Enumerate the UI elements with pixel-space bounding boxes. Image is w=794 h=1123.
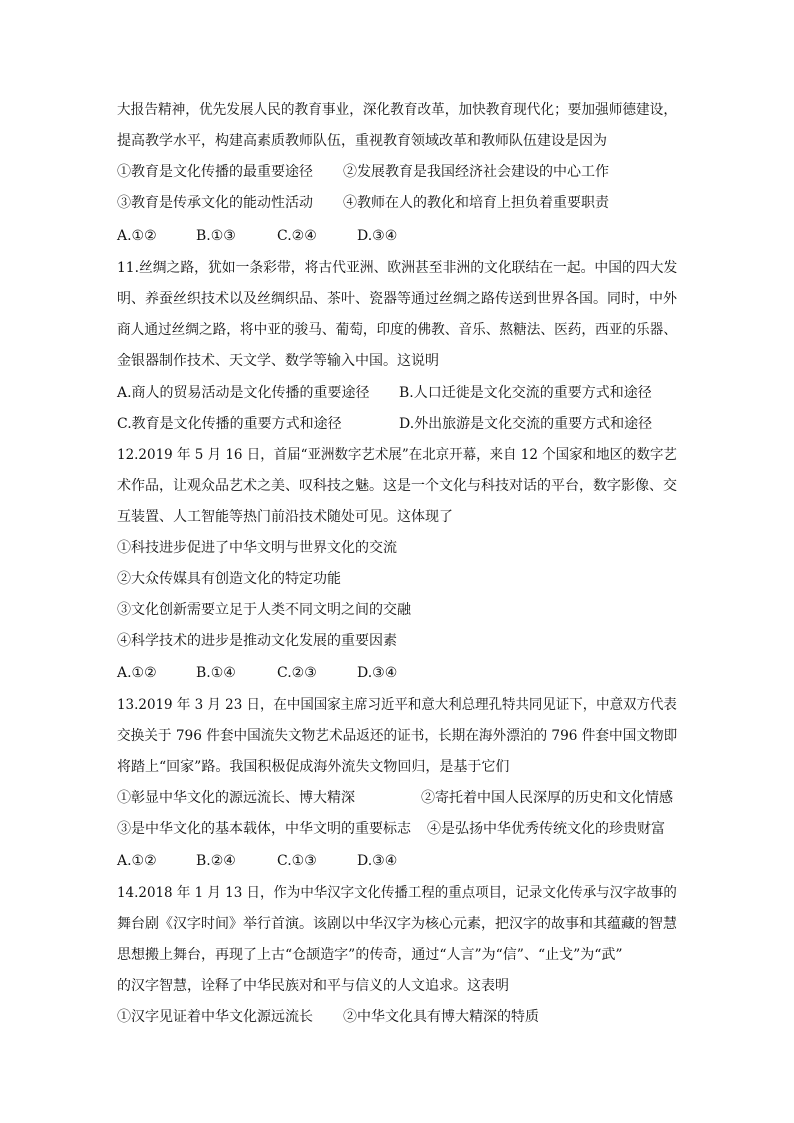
- q13-option-d[interactable]: D.③④: [357, 853, 398, 869]
- q10-stem-line-1: 大报告精神，优先发展人民的教育事业，深化教育改革，加快教育现代化；要加强师德建设，: [117, 102, 677, 118]
- q13-stem-line-3: 将踏上“回家”路。我国积极促成海外流失文物回归，是基于它们: [117, 759, 510, 775]
- q11-stem-line-2: 明、养蚕丝织技术以及丝绸织品、茶叶、瓷器等通过丝绸之路传送到世界各国。同时，中外: [117, 291, 677, 307]
- q12-option-b[interactable]: B.①④: [196, 665, 236, 681]
- q14-stem-line-4: 的汉字智慧，诠释了中华民族对和平与信义的人文追求。这表明: [117, 978, 509, 994]
- q11-option-a[interactable]: A.商人的贸易活动是文化传播的重要途径: [117, 385, 370, 401]
- q12-option-c[interactable]: C.②③: [277, 665, 317, 681]
- q11-option-d[interactable]: D.外出旅游是文化交流的重要方式和途径: [399, 416, 653, 432]
- q13-statement-4: ④是弘扬中华优秀传统文化的珍贵财富: [427, 821, 665, 837]
- q11-option-b[interactable]: B.人口迁徙是文化交流的重要方式和途径: [399, 385, 652, 401]
- q13-statement-2: ②寄托着中国人民深厚的历史和文化情感: [421, 790, 673, 806]
- q13-option-a[interactable]: A.①②: [117, 853, 157, 869]
- q10-statement-2: ②发展教育是我国经济社会建设的中心工作: [343, 164, 609, 180]
- q10-option-b[interactable]: B.①③: [196, 228, 236, 244]
- q12-statement-1: ①科技进步促进了中华文明与世界文化的交流: [117, 540, 397, 556]
- q14-stem-line-2: 舞台剧《汉字时间》举行首演。该剧以中华汉字为核心元素，把汉字的故事和其蕴藏的智慧: [117, 916, 677, 932]
- q10-statement-3: ③教育是传承文化的能动性活动: [117, 195, 313, 211]
- q12-statement-2: ②大众传媒具有创造文化的特定功能: [117, 571, 341, 587]
- q13-stem-line-2: 交换关于 796 件套中国流失文物艺术品返还的证书，长期在海外漂泊的 796 件套中国文物即: [117, 728, 678, 744]
- q11-stem-line-3: 商人通过丝绸之路，将中亚的骏马、葡萄，印度的佛教、音乐、熬糖法、医药，西亚的乐器、: [117, 322, 677, 338]
- q13-statement-3: ③是中华文化的基本载体，中华文明的重要标志: [117, 821, 411, 837]
- q13-option-c[interactable]: C.①③: [277, 853, 317, 869]
- q11-stem-line-4: 金银器制作技术、天文学、数学等输入中国。这说明: [117, 353, 439, 369]
- q12-statement-4: ④科学技术的进步是推动文化发展的重要因素: [117, 633, 397, 649]
- q10-stem-line-2: 提高教学水平，构建高素质教师队伍，重视教育领域改革和教师队伍建设是因为: [117, 133, 607, 149]
- q14-statement-1: ①汉字见证着中华文化源远流长: [117, 1009, 313, 1025]
- q12-option-a[interactable]: A.①②: [117, 665, 157, 681]
- q13-statement-1: ①彰显中华文化的源远流长、博大精深: [117, 790, 355, 806]
- q11-stem-line-1: 11.丝绸之路，犹如一条彩带，将古代亚洲、欧洲甚至非洲的文化联结在一起。中国的四大发: [117, 260, 678, 276]
- q12-stem-line-1: 12.2019 年 5 月 16 日，首届“亚洲数字艺术展”在北京开幕，来自 12 个国家和地区的数字艺: [117, 447, 677, 463]
- q12-stem-line-2: 术作品，让观众品艺术之美、叹科技之魅。这是一个文化与科技对话的平台，数字影像、交: [117, 478, 677, 494]
- q12-statement-3: ③文化创新需要立足于人类不同文明之间的交融: [117, 602, 411, 618]
- q10-option-d[interactable]: D.③④: [357, 228, 398, 244]
- q14-statement-2: ②中华文化具有博大精深的特质: [343, 1009, 539, 1025]
- q12-option-d[interactable]: D.③④: [357, 665, 398, 681]
- q10-option-c[interactable]: C.②④: [277, 228, 317, 244]
- q11-option-c[interactable]: C.教育是文化传播的重要方式和途径: [117, 416, 342, 432]
- q10-statement-4: ④教师在人的教化和培育上担负着重要职责: [343, 195, 609, 211]
- q10-option-a[interactable]: A.①②: [117, 228, 157, 244]
- q10-statement-1: ①教育是文化传播的最重要途径: [117, 164, 313, 180]
- q12-stem-line-3: 互装置、人工智能等热门前沿技术随处可见。这体现了: [117, 509, 453, 525]
- q13-option-b[interactable]: B.②④: [196, 853, 236, 869]
- q14-stem-line-3: 思想搬上舞台，再现了上古“仓颉造字”的传奇，通过“人言”为“信”、“止戈”为“武”: [117, 947, 623, 963]
- q13-stem-line-1: 13.2019 年 3 月 23 日，在中国国家主席习近平和意大利总理孔特共同见证下，中意双方代表: [117, 697, 677, 713]
- q14-stem-line-1: 14.2018 年 1 月 13 日，作为中华汉字文化传播工程的重点项目，记录文化传承与汉字故事的: [117, 885, 677, 901]
